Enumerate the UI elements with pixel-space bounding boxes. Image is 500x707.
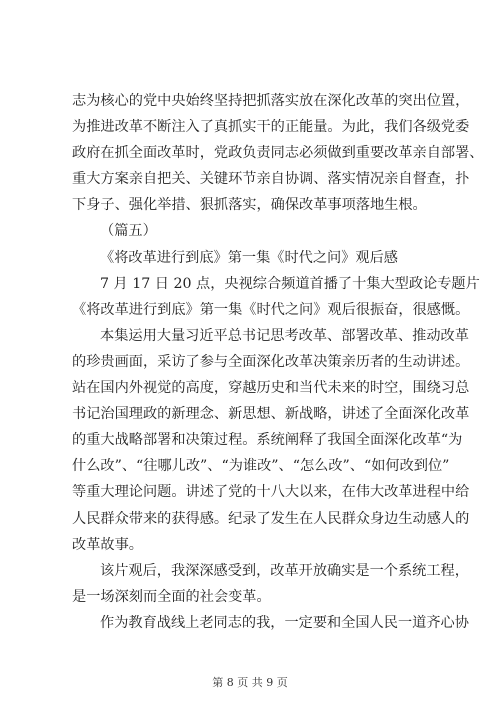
text-line: 志为核心的党中央始终坚持把抓落实放在深化改革的突出位置， [72,93,470,109]
text-line: 该片观后，我深深感受到，改革开放确实是一个系统工程， [100,562,469,579]
text-line: 等重大理论问题。讲述了党的十八大以来，在伟大改革进程中给 [72,484,470,501]
text-line: 下身子、强化举措、狠抓落实，确保改革事项落地生根。 [72,197,427,214]
text-line: 作为教育战线上老同志的我，一定要和全国人民一道齐心协 [100,614,469,631]
text-line: 书记治国理政的新理念、新思想、新战略，讲述了全面深化改革 [72,406,470,423]
section-label: （篇五） [100,223,157,240]
text-line: 《将改革进行到底》第一集《时代之问》观后很振奋，很感慨。 [72,301,470,318]
text-line: 改革故事。 [72,536,143,553]
text-line: 本集运用大量习近平总书记思考改革、部署改革、推动改革 [100,327,469,344]
section-title: 《将改革进行到底》第一集《时代之问》观后感 [100,249,398,266]
text-line: 重大方案亲自把关、关键环节亲自协调、落实情况亲自督查，扑 [72,171,470,188]
text-line: 7 月 17 日 20 点，央视综合频道首播了十集大型政论专题片 [100,275,480,292]
text-line: 政府在抓全面改革时，党政负责同志必须做到重要改革亲自部署、 [72,145,484,162]
text-line: 是一场深刻而全面的社会变革。 [72,588,271,605]
text-line: 什么改”、“往哪儿改”、“为谁改”、“怎么改”、“如何改到位” [72,458,450,475]
text-line: 人民群众带来的获得感。纪录了发生在人民群众身边生动感人的 [72,510,470,527]
text-line: 的重大战略部署和决策过程。系统阐释了我国全面深化改革“为 [72,432,463,449]
document-body [72,88,484,636]
page-footer: 第 8 页 共 9 页 [212,676,288,689]
text-line: 为推进改革不断注入了真抓实干的正能量。为此，我们各级党委 [72,119,470,136]
text-line: 的珍贵画面，采访了参与全面深化改革决策亲历者的生动讲述。 [72,353,470,370]
text-line: 站在国内外视觉的高度，穿越历史和当代未来的时空，围绕习总 [72,380,470,397]
